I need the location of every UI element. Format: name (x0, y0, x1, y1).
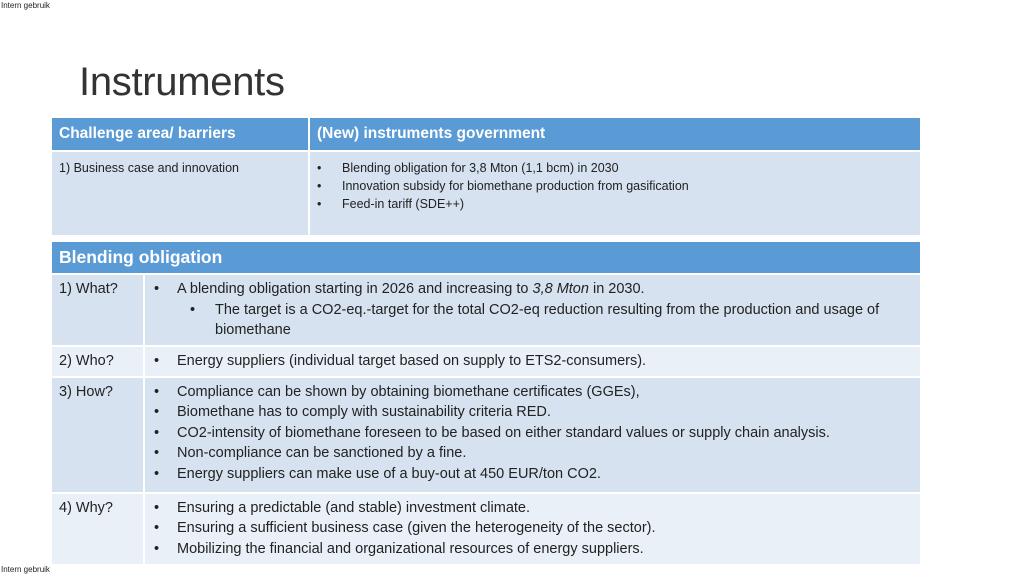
instruments-table-header (51, 117, 921, 151)
list-item: • Non-compliance can be sanctioned by a fine. (152, 443, 913, 464)
table-row (51, 346, 921, 377)
why-cell (144, 493, 921, 565)
table-row (51, 493, 921, 565)
challenge-area-header: Challenge area/ barriers (51, 117, 309, 151)
what-sub-list (152, 300, 913, 341)
list-item: • Ensuring a sufficient business case (given the heterogeneity of the sector). (152, 518, 913, 539)
list-item: • Biomethane has to comply with sustainability criteria RED. (152, 402, 913, 423)
list-item: • Mobilizing the financial and organizational resources of energy suppliers. (152, 539, 913, 560)
row-label-how: 3) How? (51, 377, 144, 493)
list-item: • Ensuring a predictable (and stable) investment climate. (152, 498, 913, 519)
what-cell (144, 274, 921, 346)
how-list (152, 382, 913, 485)
classification-label-bottom: Intern gebruik (1, 565, 50, 574)
what-text-end: in 2030. (588, 281, 645, 297)
list-item: • The target is a CO2-eq.-target for the total CO2-eq reduction resulting from the production and usage of biomethane (187, 300, 913, 341)
table-row (51, 377, 921, 493)
instruments-table (50, 116, 922, 237)
list-item: • Compliance can be shown by obtaining biomethane certificates (GGEs), (152, 382, 913, 403)
classification-label-top: Intern gebruik (1, 1, 50, 10)
list-item: • Energy suppliers (individual target based on supply to ETS2-consumers). (152, 351, 913, 372)
challenge-area-cell: 1) Business case and innovation (51, 151, 309, 236)
instruments-header: (New) instruments government (309, 117, 921, 151)
list-item: • Innovation subsidy for biomethane production from gasification (317, 177, 913, 195)
list-item: • CO2-intensity of biomethane foreseen to be based on either standard values or supply chain analysis. (152, 423, 913, 444)
what-text-emphasis: 3,8 Mton (532, 281, 589, 297)
who-list (152, 351, 913, 372)
row-label-who: 2) Who? (51, 346, 144, 377)
blending-obligation-table (50, 240, 922, 566)
instruments-list (317, 159, 913, 213)
how-cell (144, 377, 921, 493)
blending-obligation-header: Blending obligation (51, 241, 921, 274)
slide-title: Instruments (79, 60, 285, 104)
what-text-start: A blending obligation starting in 2026 and increasing to (177, 281, 533, 297)
row-label-what: 1) What? (51, 274, 144, 346)
blending-obligation-header-row (51, 241, 921, 274)
what-list (152, 279, 913, 300)
instruments-cell (309, 151, 921, 236)
list-item: • Energy suppliers can make use of a buy-out at 450 EUR/ton CO2. (152, 464, 913, 485)
list-item: • Feed-in tariff (SDE++) (317, 195, 913, 213)
list-item: • Blending obligation for 3,8 Mton (1,1 bcm) in 2030 (317, 159, 913, 177)
table-row (51, 274, 921, 346)
table-row (51, 151, 921, 236)
why-list (152, 498, 913, 560)
list-item (152, 279, 913, 300)
row-label-why: 4) Why? (51, 493, 144, 565)
who-cell (144, 346, 921, 377)
